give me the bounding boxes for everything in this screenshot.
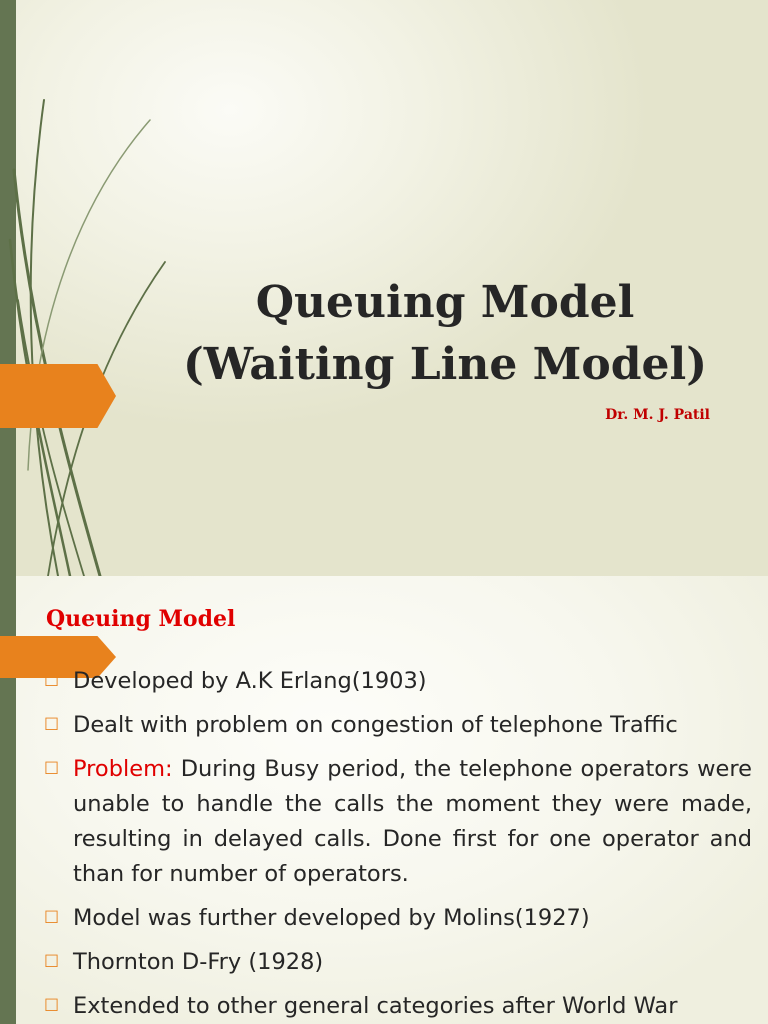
square-bullet-icon: □ <box>44 906 60 925</box>
square-bullet-icon: □ <box>44 669 60 688</box>
bullet-text: During Busy period, the telephone operators were unable to handle the calls the moment they were made, resulting in delayed calls. Done first for one operator and than for number of operators. <box>73 756 752 887</box>
square-bullet-icon: □ <box>44 757 60 776</box>
title-line-2: (Waiting Line Model) <box>182 339 708 390</box>
author-name: Dr. M. J. Patil <box>605 407 710 423</box>
bullet-item <box>44 664 752 699</box>
bullet-text: Model was further developed by Molins(1927) <box>73 905 590 931</box>
bullet-item <box>44 752 752 892</box>
bullet-item <box>44 945 752 980</box>
title-line-1: Queuing Model <box>255 277 635 328</box>
bullet-text: Dealt with problem on congestion of telephone Traffic <box>73 712 678 738</box>
bullet-label: Problem: <box>73 756 173 782</box>
slide-title <box>150 272 740 396</box>
square-bullet-icon: □ <box>44 994 60 1013</box>
square-bullet-icon: □ <box>44 950 60 969</box>
slide-heading: Queuing Model <box>46 606 236 632</box>
bullet-item <box>44 708 752 743</box>
bullet-item <box>44 901 752 936</box>
bullet-list <box>44 664 752 1024</box>
square-bullet-icon: □ <box>44 713 60 732</box>
bullet-item <box>44 989 752 1024</box>
accent-arrow-tab <box>0 364 116 428</box>
content-slide[interactable] <box>0 576 768 1024</box>
bullet-text: Extended to other general categories after World War <box>73 993 678 1019</box>
bullet-text: Thornton D-Fry (1928) <box>73 949 324 975</box>
bullet-text: Developed by A.K Erlang(1903) <box>73 668 427 694</box>
